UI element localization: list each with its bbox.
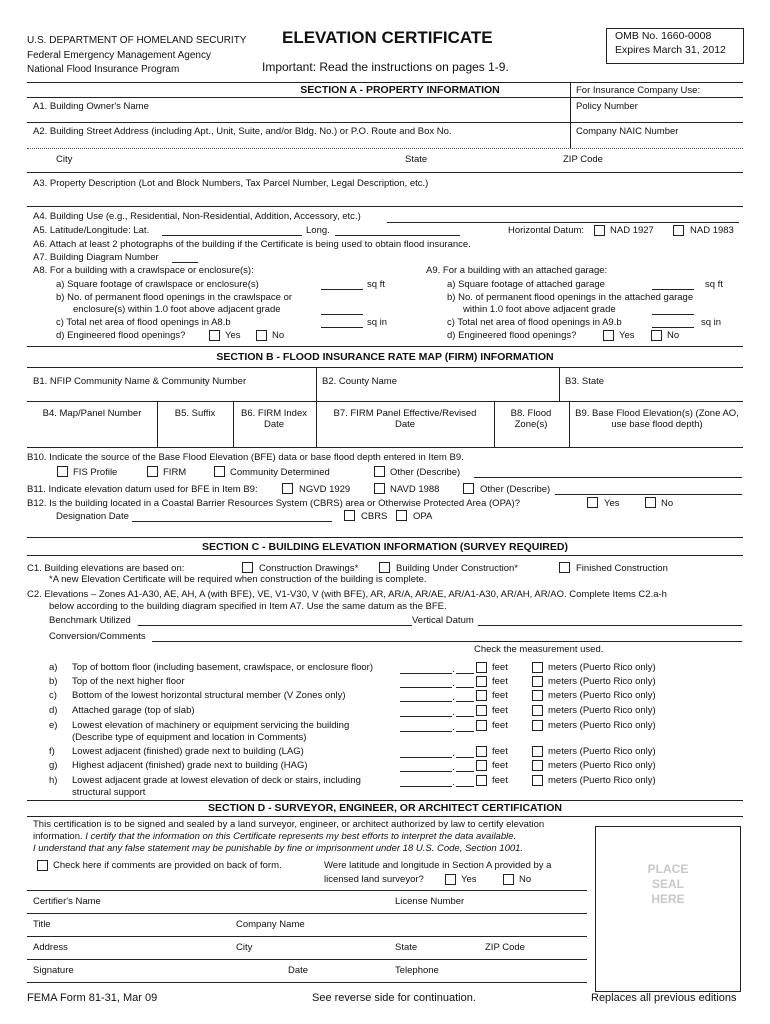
elevation-decimal-field[interactable] xyxy=(456,716,474,717)
benchmark-field[interactable] xyxy=(138,625,412,626)
a9a-unit: sq ft xyxy=(705,279,723,290)
omb-expires: Expires March 31, 2012 xyxy=(615,44,726,56)
a9a-field[interactable] xyxy=(652,289,694,290)
b3-state[interactable]: B3. State xyxy=(565,376,605,387)
meters-label: meters (Puerto Rico only) xyxy=(548,690,656,701)
d-cert-text-2b: I certify that the information on this Certificate represents my best efforts to interpret the data available. xyxy=(85,831,517,842)
designation-date-field[interactable] xyxy=(132,521,332,522)
comments-label: Check here if comments are provided on back of form. xyxy=(53,860,282,871)
b11-other-checkbox[interactable] xyxy=(463,483,474,494)
comments-checkbox[interactable] xyxy=(37,860,48,871)
a9c-label: c) Total net area of flood openings in A9.b xyxy=(447,317,622,328)
decimal-point: . xyxy=(452,664,455,675)
fis-profile-label: FIS Profile xyxy=(73,467,118,478)
b2-county[interactable]: B2. County Name xyxy=(322,376,397,387)
elevation-value-field[interactable] xyxy=(400,771,452,772)
elevation-item-letter: d) xyxy=(49,705,58,716)
latlong-no-label: No xyxy=(519,874,532,885)
a6-photographs: A6. Attach at least 2 photographs of the building if the Certificate is being used to obtain flood insurance. xyxy=(33,239,471,250)
feet-checkbox[interactable] xyxy=(476,720,487,731)
b10-other-label: Other (Describe) xyxy=(390,467,461,478)
a8-label: A8. For a building with a crawlspace or enclosure(s): xyxy=(33,265,254,276)
elevation-item-label: Lowest elevation of machinery or equipment servicing the building xyxy=(72,720,350,731)
nad1927-label: NAD 1927 xyxy=(610,225,654,236)
header-agency: Federal Emergency Management Agency xyxy=(27,50,211,61)
elevation-item-label-2: structural support xyxy=(72,787,146,798)
navd-label: NAVD 1988 xyxy=(390,484,440,495)
a8d-yes-label: Yes xyxy=(225,330,241,341)
elevation-value-field[interactable] xyxy=(400,716,452,717)
seal-box[interactable] xyxy=(595,826,741,992)
feet-label: feet xyxy=(492,760,508,771)
license-number[interactable]: License Number xyxy=(395,896,465,907)
elevation-item-label: Attached garage (top of slab) xyxy=(72,705,195,716)
latlong-question-2: licensed land surveyor? xyxy=(324,874,424,885)
elevation-decimal-field[interactable] xyxy=(456,731,474,732)
meters-checkbox[interactable] xyxy=(532,662,543,673)
finished-construction-checkbox[interactable] xyxy=(559,562,570,573)
decimal-point: . xyxy=(452,748,455,759)
conversion-label: Conversion/Comments xyxy=(49,631,146,642)
designation-date-label: Designation Date xyxy=(56,511,129,522)
elevation-value-field[interactable] xyxy=(400,731,452,732)
a9b-field[interactable] xyxy=(652,314,694,315)
d-cert-text-2a: information. xyxy=(33,831,86,842)
latlong-no-checkbox[interactable] xyxy=(503,874,514,885)
seal-text-3: HERE xyxy=(651,892,685,906)
footer-replaces: Replaces all previous editions xyxy=(591,992,737,1004)
firm-checkbox[interactable] xyxy=(147,466,158,477)
a9c-unit: sq in xyxy=(701,317,722,328)
a8a-label: a) Square footage of crawlspace or enclosure(s) xyxy=(56,279,259,290)
vertical-datum-field[interactable] xyxy=(478,625,742,626)
vertical-datum-label: Vertical Datum xyxy=(412,615,474,626)
feet-label: feet xyxy=(492,746,508,757)
a9d-label: d) Engineered flood openings? xyxy=(447,330,577,341)
b10-other-field[interactable] xyxy=(474,477,742,478)
elevation-value-field[interactable] xyxy=(400,757,452,758)
a2-city[interactable]: City xyxy=(56,154,73,165)
b4-map-panel[interactable]: B4. Map/Panel Number xyxy=(42,408,142,419)
a4-building-use: A4. Building Use (e.g., Residential, Non-Residential, Addition, Accessory, etc.) xyxy=(33,211,361,222)
section-d-title: SECTION D - SURVEYOR, ENGINEER, OR ARCHITECT CERTIFICATION xyxy=(208,802,562,814)
a9-label: A9. For a building with an attached garage: xyxy=(426,265,608,276)
meters-label: meters (Puerto Rico only) xyxy=(548,720,656,731)
latlong-question-1: Were latitude and longitude in Section A provided by a xyxy=(324,860,552,871)
under-construction-checkbox[interactable] xyxy=(379,562,390,573)
opa-checkbox[interactable] xyxy=(396,510,407,521)
decimal-point: . xyxy=(452,762,455,773)
decimal-point: . xyxy=(452,777,455,788)
navd-checkbox[interactable] xyxy=(374,483,385,494)
feet-checkbox[interactable] xyxy=(476,705,487,716)
a8d-label: d) Engineered flood openings? xyxy=(56,330,186,341)
a9a-label: a) Square footage of attached garage xyxy=(447,279,605,290)
community-determined-label: Community Determined xyxy=(230,467,330,478)
important-note: Important: Read the instructions on pages 1-9. xyxy=(262,60,509,74)
cbrs-label: CBRS xyxy=(361,511,388,522)
b9-bfe[interactable]: B9. Base Flood Elevation(s) (Zone AO, use base flood depth) xyxy=(575,408,739,430)
elevation-item-letter: h) xyxy=(49,775,58,786)
decimal-point: . xyxy=(452,678,455,689)
meters-label: meters (Puerto Rico only) xyxy=(548,676,656,687)
c1-note: *A new Elevation Certificate will be required when construction of the building is complete. xyxy=(49,574,427,585)
feet-checkbox[interactable] xyxy=(476,746,487,757)
a4-building-use-field[interactable] xyxy=(387,222,739,223)
b12-label: B12. Is the building located in a Coastal Barrier Resources System (CBRS) area or Otherwise Protected Area (OPA)? xyxy=(27,498,520,509)
elevation-decimal-field[interactable] xyxy=(456,701,474,702)
meters-label: meters (Puerto Rico only) xyxy=(548,746,656,757)
cbrs-checkbox[interactable] xyxy=(344,510,355,521)
b8-flood-zone[interactable]: B8. Flood Zone(s) xyxy=(510,408,552,430)
feet-label: feet xyxy=(492,775,508,786)
construction-drawings-checkbox[interactable] xyxy=(242,562,253,573)
d-cert-text-3: I understand that any false statement may be punishable by fine or imprisonment under 18 U.S. Code, Section 1001. xyxy=(33,843,524,854)
a7-diagram-number: A7. Building Diagram Number xyxy=(33,252,159,263)
a5-longitude-field[interactable] xyxy=(335,235,460,236)
under-construction-label: Building Under Construction* xyxy=(396,563,518,574)
feet-checkbox[interactable] xyxy=(476,690,487,701)
b7-firm-panel-date[interactable]: B7. FIRM Panel Effective/Revised Date xyxy=(333,408,477,430)
a8b-label-2: enclosure(s) within 1.0 foot above adjacent grade xyxy=(73,304,281,315)
elevation-value-field[interactable] xyxy=(400,687,452,688)
meters-checkbox[interactable] xyxy=(532,705,543,716)
a9b-label-2: within 1.0 foot above adjacent grade xyxy=(463,304,616,315)
b5-suffix[interactable]: B5. Suffix xyxy=(174,408,216,419)
header-dept: U.S. DEPARTMENT OF HOMELAND SECURITY xyxy=(27,35,247,46)
a3-property-description[interactable]: A3. Property Description (Lot and Block Numbers, Tax Parcel Number, Legal Description, etc.) xyxy=(33,178,429,189)
check-measurement-label: Check the measurement used. xyxy=(474,644,604,655)
signature-field[interactable]: Signature xyxy=(33,965,74,976)
fis-profile-checkbox[interactable] xyxy=(57,466,68,477)
a7-diagram-field[interactable] xyxy=(172,262,198,263)
a9c-field[interactable] xyxy=(652,327,694,328)
telephone-field[interactable]: Telephone xyxy=(395,965,439,976)
nad1983-label: NAD 1983 xyxy=(690,225,734,236)
elevation-value-field[interactable] xyxy=(400,673,452,674)
a5-latitude-label: A5. Latitude/Longitude: Lat. xyxy=(33,225,150,236)
b12-no-checkbox[interactable] xyxy=(645,497,656,508)
b12-no-label: No xyxy=(661,498,674,509)
elevation-decimal-field[interactable] xyxy=(456,757,474,758)
section-c-title: SECTION C - BUILDING ELEVATION INFORMATION (SURVEY REQUIRED) xyxy=(202,541,568,553)
decimal-point: . xyxy=(452,707,455,718)
feet-label: feet xyxy=(492,720,508,731)
header-program: National Flood Insurance Program xyxy=(27,64,180,75)
a8a-field[interactable] xyxy=(321,289,363,290)
decimal-point: . xyxy=(452,692,455,703)
c1-label: C1. Building elevations are based on: xyxy=(27,563,185,574)
section-a-title: SECTION A - PROPERTY INFORMATION xyxy=(300,84,500,96)
seal-text-2: SEAL xyxy=(651,877,684,891)
a9b-label-1: b) No. of permanent flood openings in the attached garage xyxy=(447,292,694,303)
feet-checkbox[interactable] xyxy=(476,662,487,673)
meters-label: meters (Puerto Rico only) xyxy=(548,662,656,673)
elevation-item-label: Top of bottom floor (including basement, crawlspace, or enclosure floor) xyxy=(72,662,373,673)
a2-state[interactable]: State xyxy=(405,154,428,165)
elevation-item-letter: a) xyxy=(49,662,58,673)
b12-yes-label: Yes xyxy=(604,498,620,509)
firm-label: FIRM xyxy=(163,467,187,478)
latlong-yes-checkbox[interactable] xyxy=(445,874,456,885)
meters-checkbox[interactable] xyxy=(532,746,543,757)
company-naic[interactable]: Company NAIC Number xyxy=(576,126,679,137)
nad1983-checkbox[interactable] xyxy=(673,225,684,236)
a8a-unit: sq ft xyxy=(367,279,385,290)
finished-construction-label: Finished Construction xyxy=(576,563,668,574)
a2-zip[interactable]: ZIP Code xyxy=(563,154,603,165)
a5-latitude-field[interactable] xyxy=(162,235,302,236)
c2-label-1: C2. Elevations – Zones A1-A30, AE, AH, A (with BFE), VE, V1-V30, V (with BFE), AR, AR/A, AR/AE, AR/A1-A30, AR/AH, AR/AO. Complete Items C2.a-h xyxy=(27,589,667,600)
a5-longitude-label: Long. xyxy=(306,225,330,236)
certifier-name[interactable]: Certifier's Name xyxy=(33,896,101,907)
d-cert-text-2 xyxy=(33,831,516,842)
elevation-item-letter: b) xyxy=(49,676,58,687)
a8b-label-1: b) No. of permanent flood openings in the crawlspace or xyxy=(56,292,293,303)
latlong-yes-label: Yes xyxy=(461,874,477,885)
elevation-item-letter: g) xyxy=(49,760,58,771)
elevation-item-label: Lowest adjacent grade at lowest elevation of deck or stairs, including xyxy=(72,775,361,786)
meters-checkbox[interactable] xyxy=(532,690,543,701)
b1-community[interactable]: B1. NFIP Community Name & Community Number xyxy=(33,376,247,387)
policy-number[interactable]: Policy Number xyxy=(576,101,638,112)
feet-checkbox[interactable] xyxy=(476,760,487,771)
a8d-no-label: No xyxy=(272,330,285,341)
section-b-title: SECTION B - FLOOD INSURANCE RATE MAP (FIRM) INFORMATION xyxy=(216,351,554,363)
elevation-decimal-field[interactable] xyxy=(456,771,474,772)
elevation-decimal-field[interactable] xyxy=(456,786,474,787)
a2-street-address[interactable]: A2. Building Street Address (including Apt., Unit, Suite, and/or Bldg. No.) or P.O. Route and Box No. xyxy=(33,126,452,137)
certifier-zip[interactable]: ZIP Code xyxy=(485,942,525,953)
meters-checkbox[interactable] xyxy=(532,775,543,786)
a8c-unit: sq in xyxy=(367,317,388,328)
b11-label: B11. Indicate elevation datum used for BFE in Item B9: xyxy=(27,484,258,495)
a9d-no-label: No xyxy=(667,330,680,341)
a1-owner-name[interactable]: A1. Building Owner's Name xyxy=(33,101,149,112)
elevation-item-label: Highest adjacent (finished) grade next to building (HAG) xyxy=(72,760,308,771)
meters-label: meters (Puerto Rico only) xyxy=(548,775,656,786)
elevation-value-field[interactable] xyxy=(400,786,452,787)
decimal-point: . xyxy=(452,722,455,733)
a8d-yes-checkbox[interactable] xyxy=(209,330,220,341)
seal-text-1: PLACE xyxy=(647,862,689,876)
elevation-item-label: Bottom of the lowest horizontal structural member (V Zones only) xyxy=(72,690,346,701)
certifier-title[interactable]: Title xyxy=(33,919,51,930)
feet-checkbox[interactable] xyxy=(476,676,487,687)
a8b-field[interactable] xyxy=(321,314,363,315)
form-title: ELEVATION CERTIFICATE xyxy=(282,28,493,47)
meters-label: meters (Puerto Rico only) xyxy=(548,760,656,771)
elevation-item-letter: f) xyxy=(49,746,55,757)
elevation-item-letter: c) xyxy=(49,690,57,701)
ngvd-label: NGVD 1929 xyxy=(299,484,351,495)
d-cert-text-1: This certification is to be signed and sealed by a land surveyor, engineer, or architect authorized by law to certify elevation xyxy=(33,819,545,830)
certifier-city[interactable]: City xyxy=(236,942,253,953)
meters-label: meters (Puerto Rico only) xyxy=(548,705,656,716)
a8c-field[interactable] xyxy=(321,327,363,328)
b11-other-label: Other (Describe) xyxy=(480,484,551,495)
a9d-no-checkbox[interactable] xyxy=(651,330,662,341)
footer-form-number: FEMA Form 81-31, Mar 09 xyxy=(27,992,158,1004)
nad1927-checkbox[interactable] xyxy=(594,225,605,236)
a8d-no-checkbox[interactable] xyxy=(256,330,267,341)
elevation-decimal-field[interactable] xyxy=(456,687,474,688)
a9d-yes-label: Yes xyxy=(619,330,635,341)
feet-label: feet xyxy=(492,662,508,673)
elevation-item-label-2: (Describe type of equipment and location in Comments) xyxy=(72,732,307,743)
meters-checkbox[interactable] xyxy=(532,676,543,687)
conversion-field[interactable] xyxy=(152,641,742,642)
c2-label-2: below according to the building diagram specified in Item A7. Use the same datum as the BFE. xyxy=(49,601,447,612)
feet-checkbox[interactable] xyxy=(476,775,487,786)
feet-label: feet xyxy=(492,676,508,687)
feet-label: feet xyxy=(492,705,508,716)
b10-label: B10. Indicate the source of the Base Flood Elevation (BFE) data or base flood depth entered in Item B9. xyxy=(27,452,464,463)
construction-drawings-label: Construction Drawings* xyxy=(259,563,359,574)
benchmark-label: Benchmark Utilized xyxy=(49,615,131,626)
b12-yes-checkbox[interactable] xyxy=(587,497,598,508)
b10-other-checkbox[interactable] xyxy=(374,466,385,477)
footer-continue: See reverse side for continuation. xyxy=(312,992,476,1004)
elevation-decimal-field[interactable] xyxy=(456,673,474,674)
opa-label: OPA xyxy=(413,511,433,522)
b11-other-field[interactable] xyxy=(555,494,742,495)
meters-checkbox[interactable] xyxy=(532,760,543,771)
elevation-item-label: Top of the next higher floor xyxy=(72,676,185,687)
feet-label: feet xyxy=(492,690,508,701)
community-determined-checkbox[interactable] xyxy=(214,466,225,477)
insurance-use-label: For Insurance Company Use: xyxy=(576,85,701,96)
meters-checkbox[interactable] xyxy=(532,720,543,731)
a8c-label: c) Total net area of flood openings in A8.b xyxy=(56,317,231,328)
a9d-yes-checkbox[interactable] xyxy=(603,330,614,341)
ngvd-checkbox[interactable] xyxy=(282,483,293,494)
certifier-address[interactable]: Address xyxy=(33,942,68,953)
elevation-value-field[interactable] xyxy=(400,701,452,702)
company-name[interactable]: Company Name xyxy=(236,919,305,930)
date-field[interactable]: Date xyxy=(288,965,309,976)
horizontal-datum-label: Horizontal Datum: xyxy=(508,225,585,236)
b6-firm-index[interactable]: B6. FIRM Index Date xyxy=(241,408,307,430)
omb-number: OMB No. 1660-0008 xyxy=(615,30,712,42)
elevation-item-label: Lowest adjacent (finished) grade next to building (LAG) xyxy=(72,746,304,757)
elevation-item-letter: e) xyxy=(49,720,58,731)
certifier-state[interactable]: State xyxy=(395,942,418,953)
